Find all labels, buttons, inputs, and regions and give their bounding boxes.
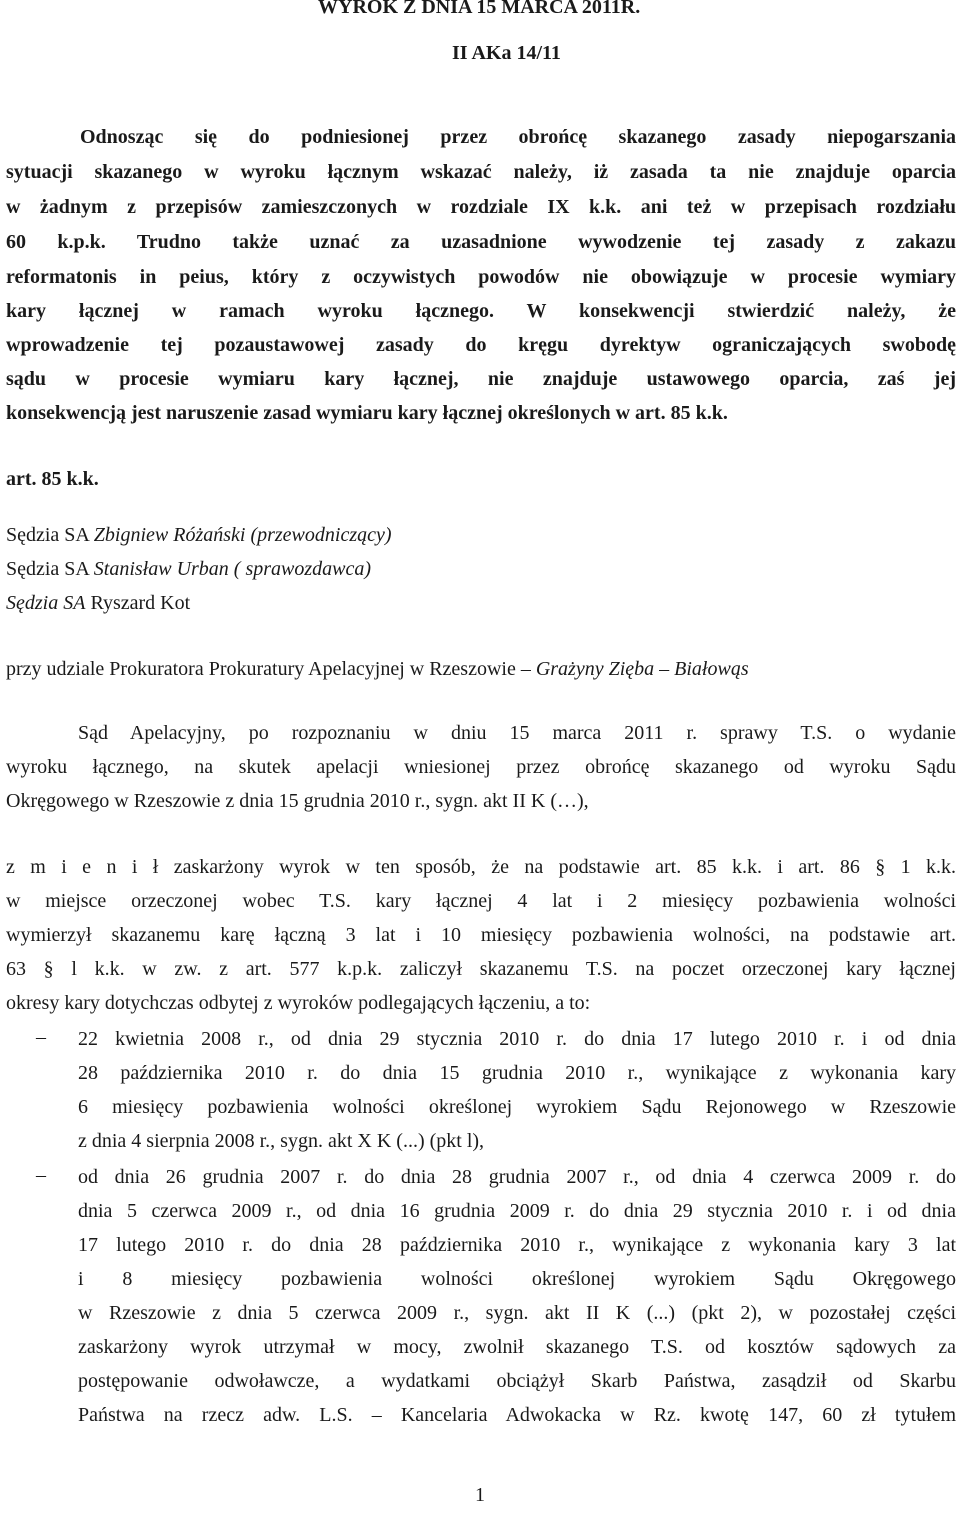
judge-prefix: Sędzia SA bbox=[6, 592, 86, 614]
article-reference: art. 85 k.k. bbox=[6, 468, 99, 490]
intro-line: wyroku łącznego, na skutek apelacji wniesionej przez obrońcę skazanego od wyroku Sądu bbox=[6, 756, 956, 778]
case-number: II AKa 14/11 bbox=[452, 42, 561, 64]
judge-name: Zbigniew Różański (przewodniczący) bbox=[93, 524, 392, 546]
prosecutor-text: przy udziale Prokuratora Prokuratury Apelacyjnej w Rzeszowie bbox=[6, 658, 516, 680]
list-item-line: Państwa na rzecz adw. L.S. – Kancelaria Adwokacka w Rz. kwotę 147, 60 zł tytułem bbox=[78, 1404, 956, 1426]
judge-prefix: Sędzia SA bbox=[6, 524, 89, 546]
ruling-line-rest: zaskarżony wyrok w ten sposób, że na podstawie art. 85 k.k. i art. 86 § 1 k.k. bbox=[158, 856, 956, 878]
thesis-line: 60 k.p.k. Trudno także uznać za uzasadnione wywodzenie tej zasady z zakazu bbox=[6, 231, 956, 253]
prosecutor-name: – Grażyny Zięba – Białowąs bbox=[520, 658, 749, 680]
intro-line: Sąd Apelacyjny, po rozpoznaniu w dniu 15 marca 2011 r. sprawy T.S. o wydanie bbox=[78, 722, 956, 744]
list-item-line: dnia 5 czerwca 2009 r., od dnia 16 grudnia 2009 r. do dnia 29 stycznia 2010 r. i od dnia bbox=[78, 1200, 956, 1222]
thesis-line: w żadnym z przepisów zamieszczonych w rozdziale IX k.k. ani też w przepisach rozdziału bbox=[6, 196, 956, 218]
intro-line: Okręgowego w Rzeszowie z dnia 15 grudnia 2010 r., sygn. akt II K (…), bbox=[6, 790, 589, 812]
ruling-line: okresy kary dotychczas odbytej z wyroków podlegających łączeniu, a to: bbox=[6, 992, 591, 1014]
list-item-line: i 8 miesięcy pozbawienia wolności określonej wyrokiem Sądu Okręgowego bbox=[78, 1268, 956, 1290]
list-bullet: – bbox=[36, 1164, 46, 1186]
thesis-line: konsekwencją jest naruszenie zasad wymiaru kary łącznej określonych w art. 85 k.k. bbox=[6, 402, 728, 424]
ruling-line: 63 § l k.k. w zw. z art. 577 k.p.k. zaliczył skazanemu T.S. na poczet orzeczonej kary łącznej bbox=[6, 958, 956, 980]
ruling-line bbox=[6, 854, 956, 880]
list-item-line: w Rzeszowie z dnia 5 czerwca 2009 r., sygn. akt II K (...) (pkt 2), w pozostałej części bbox=[78, 1302, 956, 1324]
thesis-line: Odnosząc się do podniesionej przez obrońcę skazanego zasady niepogarszania bbox=[80, 126, 956, 148]
judge-prefix: Sędzia SA bbox=[6, 558, 89, 580]
thesis-line: sytuacji skazanego w wyroku łącznym wskazać należy, iż zasada ta nie znajduje oparcia bbox=[6, 161, 956, 183]
judge-line bbox=[6, 522, 956, 548]
list-item-line: 6 miesięcy pozbawienia wolności określonej wyrokiem Sądu Rejonowego w Rzeszowie bbox=[78, 1096, 956, 1118]
list-item-line: 28 października 2010 r. do dnia 15 grudnia 2010 r., wynikające z wykonania kary bbox=[78, 1062, 956, 1084]
thesis-line: wprowadzenie tej pozaustawowej zasady do kręgu dyrektyw ograniczających swobodę bbox=[6, 334, 956, 356]
prosecutor-line bbox=[6, 656, 956, 682]
judge-line bbox=[6, 590, 956, 616]
list-item-line: od dnia 26 grudnia 2007 r. do dnia 28 grudnia 2007 r., od dnia 4 czerwca 2009 r. do bbox=[78, 1166, 956, 1188]
ruling-verb: z m i e n i ł bbox=[6, 856, 159, 878]
document-title: WYROK Z DNIA 15 MARCA 2011R. bbox=[318, 0, 641, 18]
page-number: 1 bbox=[475, 1484, 485, 1506]
thesis-line: sądu w procesie wymiaru kary łącznej, nie znajduje ustawowego oparcia, zaś jej bbox=[6, 368, 956, 390]
list-item-line: 17 lutego 2010 r. do dnia 28 października 2010 r., wynikające z wykonania kary 3 lat bbox=[78, 1234, 956, 1256]
thesis-line: kary łącznej w ramach wyroku łącznego. W konsekwencji stwierdzić należy, że bbox=[6, 300, 956, 322]
judge-line bbox=[6, 556, 956, 582]
list-item-line: zaskarżony wyrok utrzymał w mocy, zwolnił skazanego T.S. od kosztów sądowych za bbox=[78, 1336, 956, 1358]
ruling-line: wymierzył skazanemu karę łączną 3 lat i 10 miesięcy pozbawienia wolności, na podstawie art. bbox=[6, 924, 956, 946]
list-item-line: 22 kwietnia 2008 r., od dnia 29 stycznia 2010 r. do dnia 17 lutego 2010 r. i od dnia bbox=[78, 1028, 956, 1050]
list-bullet: – bbox=[36, 1026, 46, 1048]
thesis-line: reformatonis in peius, który z oczywistych powodów nie obowiązuje w procesie wymiary bbox=[6, 266, 956, 288]
list-item-line: postępowanie odwoławcze, a wydatkami obciążył Skarb Państwa, zasądził od Skarbu bbox=[78, 1370, 956, 1392]
list-item-line: z dnia 4 sierpnia 2008 r., sygn. akt X K (...) (pkt l), bbox=[78, 1130, 485, 1152]
judge-name: Ryszard Kot bbox=[90, 592, 191, 614]
judge-name: Stanisław Urban ( sprawozdawca) bbox=[93, 558, 372, 580]
ruling-line: w miejsce orzeczonej wobec T.S. kary łącznej 4 lat i 2 miesięcy pozbawienia wolności bbox=[6, 890, 956, 912]
